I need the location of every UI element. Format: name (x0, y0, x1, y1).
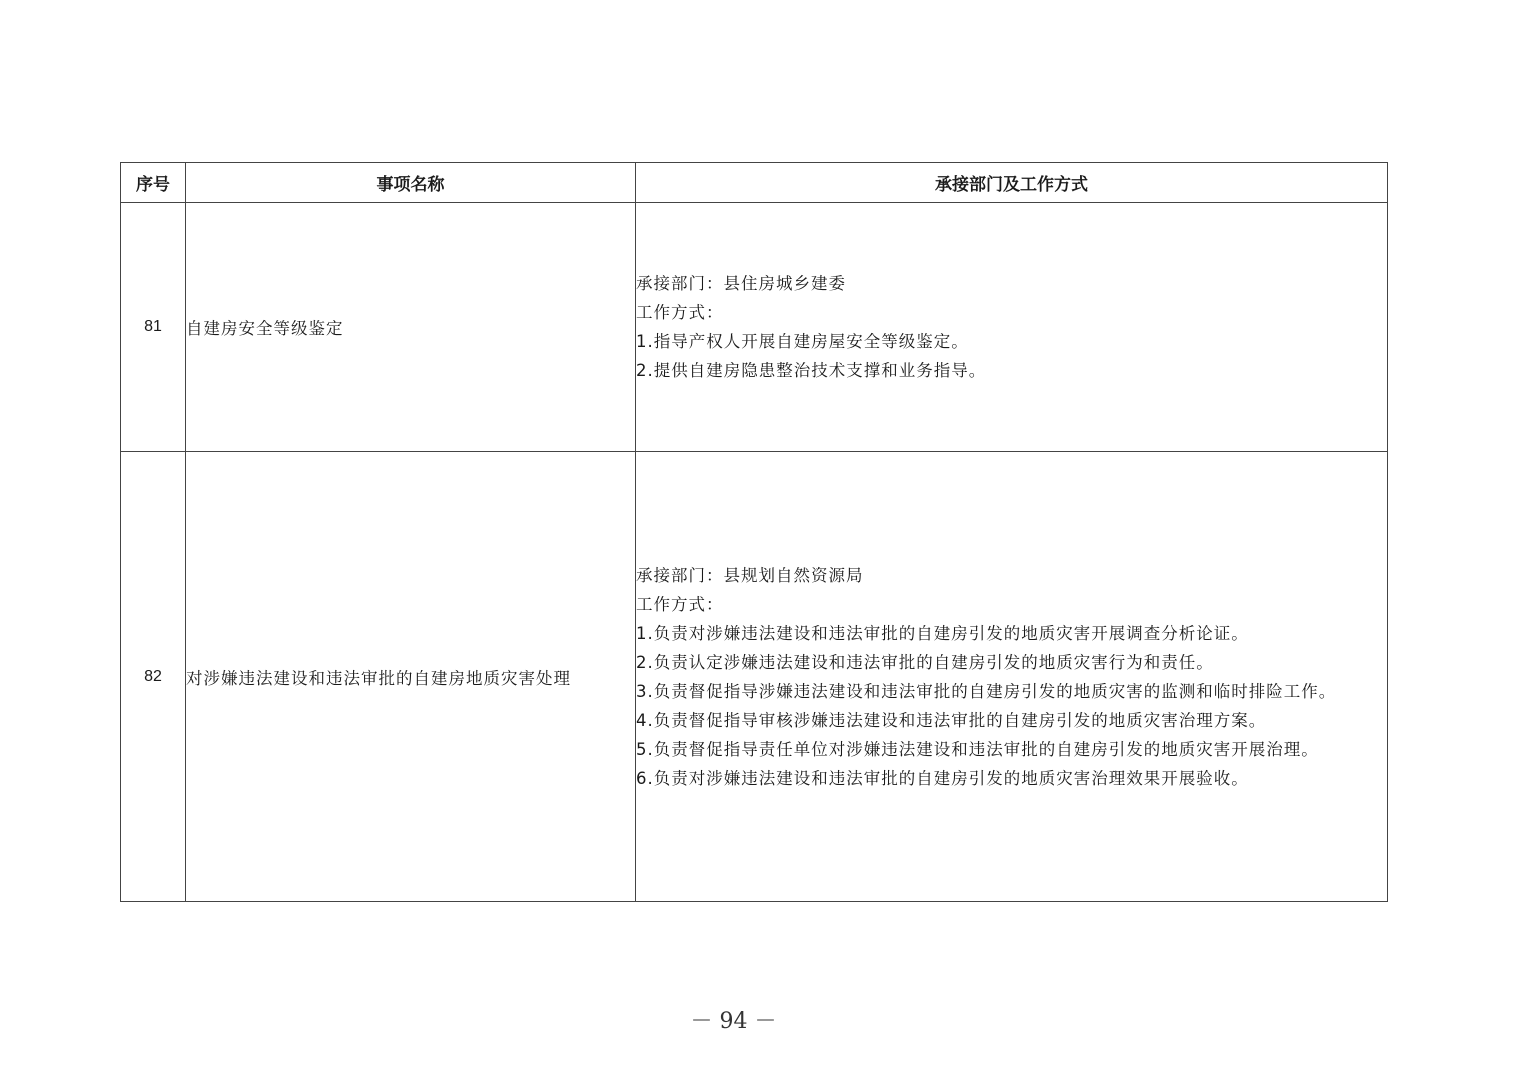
header-dept-method: 承接部门及工作方式 (636, 163, 1388, 203)
row-item-name: 自建房安全等级鉴定 (186, 203, 636, 452)
method-item: 6.负责对涉嫌违法建设和违法审批的自建房引发的地质灾害治理效果开展验收。 (636, 768, 1249, 788)
table-row (121, 203, 1388, 452)
row-dept-method (636, 452, 1388, 902)
dept-line: 承接部门：县住房城乡建委 (636, 274, 846, 293)
method-label: 工作方式： (636, 303, 724, 322)
table-header-row (121, 163, 1388, 203)
method-item: 4.负责督促指导审核涉嫌违法建设和违法审批的自建房引发的地质灾害治理方案。 (636, 710, 1267, 730)
method-label: 工作方式： (636, 594, 724, 614)
items-table (120, 162, 1388, 902)
row-item-name: 对涉嫌违法建设和违法审批的自建房地质灾害处理 (186, 452, 636, 902)
method-item: 2.提供自建房隐患整治技术支撑和业务指导。 (636, 361, 987, 380)
page-number: － 94 － (690, 1009, 777, 1034)
row-seq: 82 (121, 452, 186, 902)
table-row (121, 452, 1388, 902)
dept-line: 承接部门：县规划自然资源局 (636, 565, 864, 585)
method-item: 5.负责督促指导责任单位对涉嫌违法建设和违法审批的自建房引发的地质灾害开展治理。 (636, 739, 1319, 759)
row-seq: 81 (121, 203, 186, 452)
method-item: 3.负责督促指导涉嫌违法建设和违法审批的自建房引发的地质灾害的监测和临时排险工作。 (636, 681, 1337, 701)
header-seq: 序号 (121, 163, 186, 203)
method-item: 2.负责认定涉嫌违法建设和违法审批的自建房引发的地质灾害行为和责任。 (636, 652, 1214, 672)
method-item: 1.负责对涉嫌违法建设和违法审批的自建房引发的地质灾害开展调查分析论证。 (636, 623, 1249, 643)
header-item-name: 事项名称 (186, 163, 636, 203)
row-dept-method (636, 203, 1388, 452)
method-item: 1.指导产权人开展自建房屋安全等级鉴定。 (636, 332, 969, 351)
